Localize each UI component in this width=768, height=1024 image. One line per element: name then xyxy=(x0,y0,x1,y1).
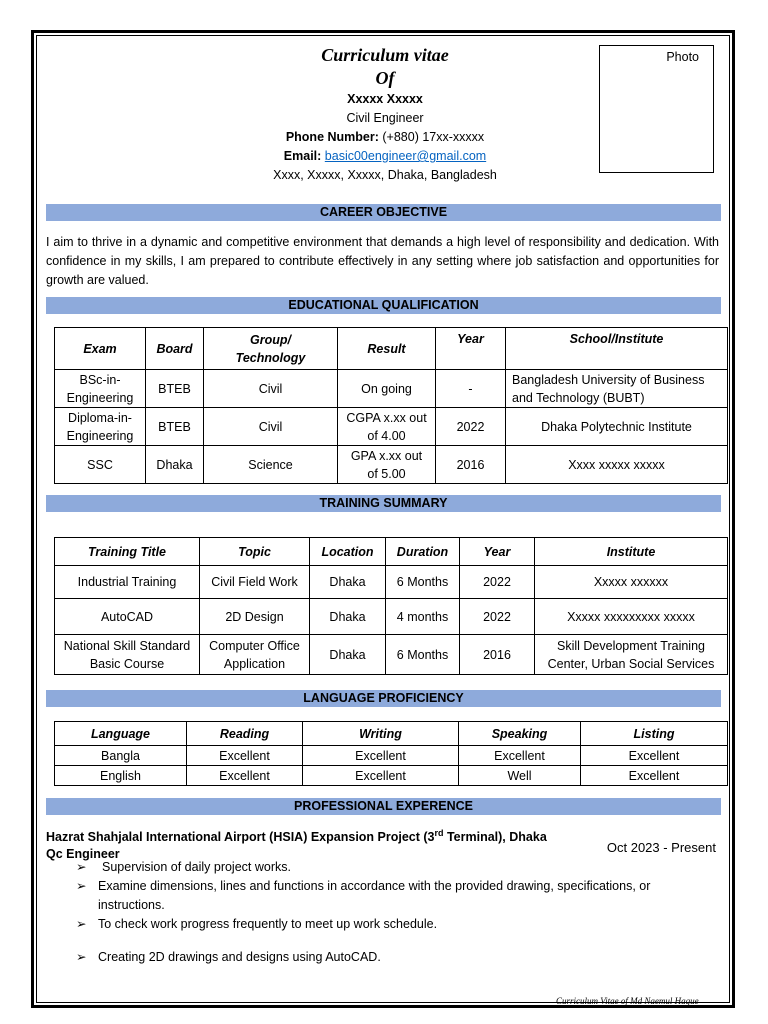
lang-col-listing: Listing xyxy=(581,722,728,746)
lang-cell: English xyxy=(55,766,187,786)
train-cell: 4 months xyxy=(386,599,460,635)
edu-cell xyxy=(338,446,436,484)
edu-result-text: GPA x.xx out of 5.00 xyxy=(350,448,423,481)
lang-cell: Excellent xyxy=(187,746,303,766)
duty-text: Supervision of daily project works. xyxy=(102,860,291,874)
lang-col-speaking: Speaking xyxy=(459,722,581,746)
section-language: LANGUAGE PROFICIENCY xyxy=(46,690,721,707)
train-cell: 6 Months xyxy=(386,566,460,599)
section-education: EDUCATIONAL QUALIFICATION xyxy=(46,297,721,314)
edu-col-exam: Exam xyxy=(55,328,146,370)
table-row xyxy=(55,746,728,766)
train-cell: 2022 xyxy=(460,566,535,599)
cv-title: Curriculum vitae xyxy=(321,45,449,65)
edu-cell: BTEB xyxy=(146,370,204,408)
photo-label: Photo xyxy=(666,50,699,64)
lang-cell: Well xyxy=(459,766,581,786)
train-col-year: Year xyxy=(460,538,535,566)
table-row xyxy=(55,408,728,446)
table-row xyxy=(55,766,728,786)
training-table xyxy=(54,537,728,675)
page-footer: Curriculum Vitae of Md Naemul Haque xyxy=(556,996,699,1006)
train-cell: Xxxxx xxxxxxxxx xxxxx xyxy=(535,599,728,635)
lang-cell: Excellent xyxy=(459,746,581,766)
table-row xyxy=(55,635,728,675)
edu-result-text: CGPA x.xx out of 4.00 xyxy=(346,410,427,443)
job-date: Oct 2023 - Present xyxy=(606,840,716,855)
career-objective-text: I aim to thrive in a dynamic and competitive environment that demands a high level of responsibility and dedication. With confidence in my skills, I am prepared to contribute effectively in any setting where job satisfaction and opportunities for growth are valued. xyxy=(46,235,719,287)
edu-col-year: Year xyxy=(436,328,506,370)
train-cell: Dhaka xyxy=(310,566,386,599)
cv-of: Of xyxy=(375,68,395,88)
edu-col-group xyxy=(204,328,338,370)
edu-cell: Science xyxy=(204,446,338,484)
section-training: TRAINING SUMMARY xyxy=(46,495,721,512)
email-line xyxy=(190,147,580,166)
arrow-bullet-icon: ➢ xyxy=(76,950,87,964)
edu-cell: Civil xyxy=(204,408,338,446)
section-experience: PROFESSIONAL EXPERENCE xyxy=(46,798,721,815)
duties-list xyxy=(76,858,676,967)
lang-cell: Excellent xyxy=(581,766,728,786)
candidate-profession: Civil Engineer xyxy=(346,111,424,125)
email-link[interactable]: basic00engineer@gmail.com xyxy=(324,149,487,163)
email-label: Email: xyxy=(283,149,322,163)
list-item xyxy=(76,877,676,915)
arrow-bullet-icon: ➢ xyxy=(76,917,87,931)
edu-cell: BSc-in-Engineering xyxy=(55,370,146,408)
edu-cell: BTEB xyxy=(146,408,204,446)
train-cell: Civil Field Work xyxy=(200,566,310,599)
edu-cell xyxy=(338,408,436,446)
train-cell: Dhaka xyxy=(310,599,386,635)
edu-cell: Dhaka Polytechnic Institute xyxy=(506,408,728,446)
train-col-topic: Topic xyxy=(200,538,310,566)
edu-cell: - xyxy=(436,370,506,408)
lang-cell: Excellent xyxy=(581,746,728,766)
train-col-duration: Duration xyxy=(386,538,460,566)
edu-cell: Xxxx xxxxx xxxxx xyxy=(506,446,728,484)
table-row xyxy=(55,446,728,484)
list-item xyxy=(76,948,676,967)
table-row xyxy=(55,599,728,635)
train-cell: Industrial Training xyxy=(55,566,200,599)
phone-label: Phone Number: xyxy=(285,130,379,144)
duty-text: Creating 2D drawings and designs using AutoCAD. xyxy=(98,950,381,964)
edu-cell: Diploma-in-Engineering xyxy=(55,408,146,446)
arrow-bullet-icon: ➢ xyxy=(76,860,87,874)
duty-text: To check work progress frequently to meet up work schedule. xyxy=(98,917,438,931)
edu-cell: On going xyxy=(338,370,436,408)
lang-col-language: Language xyxy=(55,722,187,746)
project-title-post: Terminal), Dhaka xyxy=(443,830,547,845)
list-item xyxy=(76,915,676,934)
train-cell: 2016 xyxy=(460,635,535,675)
phone-line xyxy=(190,128,580,147)
edu-col-group-label: Group/ Technology xyxy=(235,332,306,365)
edu-cell: 2016 xyxy=(436,446,506,484)
lang-cell: Bangla xyxy=(55,746,187,766)
train-cell: AutoCAD xyxy=(55,599,200,635)
arrow-bullet-icon: ➢ xyxy=(76,879,87,893)
duty-text: Examine dimensions, lines and functions in accordance with the provided drawing, specifications, or instructions. xyxy=(98,879,651,912)
train-cell: 2022 xyxy=(460,599,535,635)
train-col-institute: Institute xyxy=(535,538,728,566)
language-header-row xyxy=(55,722,728,746)
lang-col-reading: Reading xyxy=(187,722,303,746)
train-cell: Skill Development Training Center, Urban Social Services xyxy=(535,635,728,675)
edu-cell: Dhaka xyxy=(146,446,204,484)
table-row xyxy=(55,370,728,408)
experience-block xyxy=(46,824,722,964)
cv-header xyxy=(190,44,580,185)
edu-cell: Civil xyxy=(204,370,338,408)
education-table xyxy=(54,327,728,484)
train-cell: Computer Office Application xyxy=(200,635,310,675)
lang-cell: Excellent xyxy=(187,766,303,786)
project-title-pre: Hazrat Shahjalal International Airport (HSIA) Expansion Project (3 xyxy=(46,830,435,845)
edu-col-board: Board xyxy=(146,328,204,370)
edu-col-school: School/Institute xyxy=(506,328,728,370)
photo-box xyxy=(599,45,714,173)
address: Xxxx, Xxxxx, Xxxxx, Dhaka, Bangladesh xyxy=(273,168,497,182)
edu-col-result: Result xyxy=(338,328,436,370)
education-header-row xyxy=(55,328,728,370)
lang-cell: Excellent xyxy=(303,746,459,766)
lang-col-writing: Writing xyxy=(303,722,459,746)
train-col-location: Location xyxy=(310,538,386,566)
list-item xyxy=(76,858,676,877)
train-cell: National Skill Standard Basic Course xyxy=(55,635,200,675)
edu-cell: 2022 xyxy=(436,408,506,446)
lang-cell: Excellent xyxy=(303,766,459,786)
language-table xyxy=(54,721,728,786)
edu-cell: Bangladesh University of Business and Technology (BUBT) xyxy=(506,370,728,408)
phone-value: (+880) 17xx-xxxxx xyxy=(382,130,485,144)
train-cell: 6 Months xyxy=(386,635,460,675)
training-header-row xyxy=(55,538,728,566)
candidate-name: Xxxxx Xxxxx xyxy=(347,92,423,106)
section-career-objective: CAREER OBJECTIVE xyxy=(46,204,721,221)
table-row xyxy=(55,566,728,599)
edu-cell: SSC xyxy=(55,446,146,484)
train-col-title: Training Title xyxy=(55,538,200,566)
train-cell: Dhaka xyxy=(310,635,386,675)
job-role: Qc Engineer xyxy=(46,847,120,862)
train-cell: Xxxxx xxxxxx xyxy=(535,566,728,599)
project-title-sup: rd xyxy=(434,828,444,838)
train-cell: 2D Design xyxy=(200,599,310,635)
